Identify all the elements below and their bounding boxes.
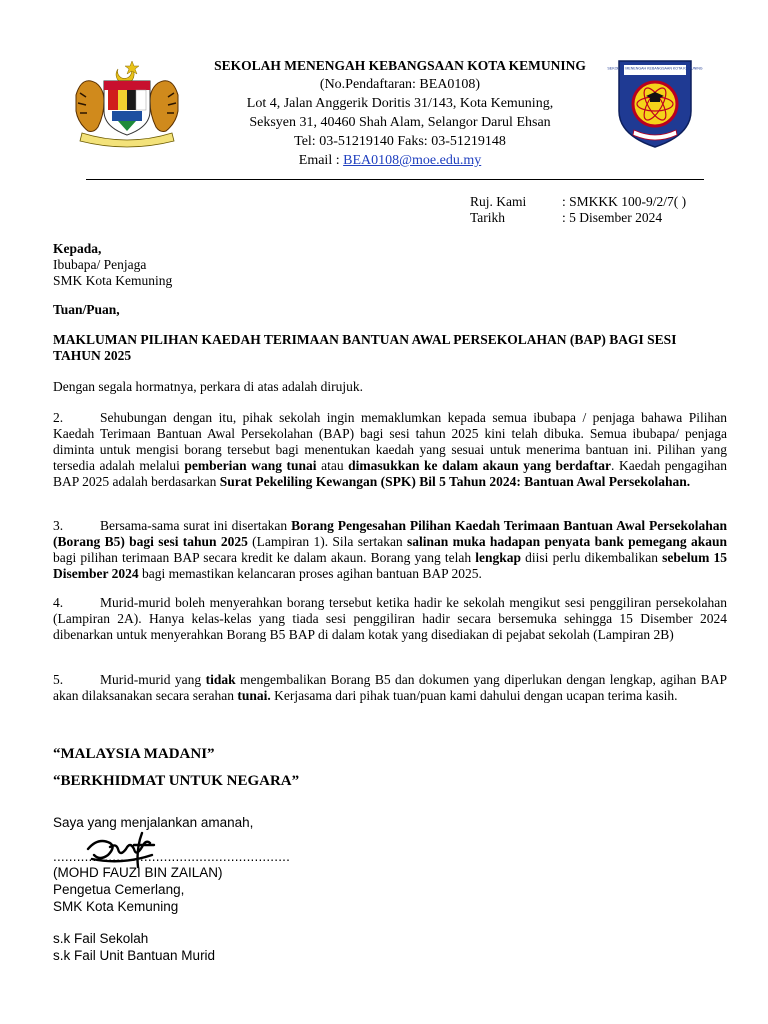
para-bold: dimasukkan ke dalam akaun yang berdaftar <box>348 458 612 473</box>
motto-2: “BERKHIDMAT UNTUK NEGARA” <box>53 773 300 789</box>
subject-heading: MAKLUMAN PILIHAN KAEDAH TERIMAAN BANTUAN AWAL PERSEKOLAHAN (BAP) BAGI SESI TAHUN 2025 <box>53 332 677 363</box>
para-bold: tunai. <box>237 688 271 703</box>
cc-block <box>53 930 727 964</box>
recipient-line-2: SMK Kota Kemuning <box>53 273 173 288</box>
signatory-name: (MOHD FAUZI BIN ZAILAN) <box>53 865 223 880</box>
para-bold: tidak <box>205 672 236 687</box>
opening-sentence: Dengan segala hormatnya, perkara di atas adalah dirujuk. <box>53 379 363 394</box>
para-number: 2. <box>53 410 64 425</box>
recipient-heading: Kepada, <box>53 241 102 256</box>
paragraph-4 <box>53 595 727 643</box>
para-text: Kerjasama dari pihak tuan/puan kami dahului dengan ucapan terima kasih. <box>270 688 678 703</box>
para-number: 4. <box>53 595 64 610</box>
phone-fax: Tel: 03-51219140 Faks: 03-51219148 <box>294 134 506 149</box>
cc-line-1: s.k Fail Sekolah <box>53 931 149 946</box>
para-text: Murid-murid boleh menyerahkan borang tersebut ketika hadir ke sekolah mengikut sesi penggiliran persekolahan (Lampiran 2A). Hanya kelas-kelas yang tiada sesi penggiliran hadir secara bersemuka sehingga 15 Disember 2024 dibenarkan untuk menyerahkan Borang B5 BAP di dalam kotak yang disediakan di pejabat sekolah (Lampiran 2B) <box>53 595 727 642</box>
para-bold: salinan muka hadapan penyata bank pemegang akaun <box>407 534 727 549</box>
school-crest-icon <box>607 58 703 150</box>
para-text: mengembalikan Borang B5 dan dokumen yang diperlukan dengan lengkap, agihan BAP akan dilaksanakan secara serahan <box>53 672 727 703</box>
header-divider <box>86 179 704 180</box>
paragraph-2 <box>53 410 727 490</box>
tarikh-value: : 5 Disember 2024 <box>562 210 663 225</box>
para-number: 3. <box>53 518 64 533</box>
para-bold: pemberian wang tunai <box>184 458 317 473</box>
para-text: bagi memastikan kelancaran proses agihan bantuan BAP 2025. <box>138 566 482 581</box>
para-text: Sehubungan dengan itu, pihak sekolah ingin memaklumkan kepada semua ibubapa / penjaga bahawa Pilihan Kaedah Terimaan Bantuan Awal Persekolahan (BAP) bagi sesi tahun 2025 kini telah dibuka. Semua ibubapa/ penjaga diminta untuk mengisi borang tersebut bagi menentukan kaedah yang sesuai untuk menerima bantuan ini. Pilihan yang tersedia adalah melalui <box>53 410 727 473</box>
recipient-line-1: Ibubapa/ Penjaga <box>53 257 147 272</box>
reference-block <box>470 194 686 226</box>
coat-of-arms-icon <box>68 55 186 145</box>
para-text: bagi pilihan terimaan BAP secara kredit ke dalam akaun. Borang yang telah <box>53 550 476 565</box>
school-name: SEKOLAH MENENGAH KEBANGSAAN KOTA KEMUNING <box>214 58 586 73</box>
para-bold: Surat Pekeliling Kewangan (SPK) Bil 5 Tahun 2024: Bantuan Awal Persekolahan. <box>219 474 691 489</box>
signature-dots: ............................................................ <box>53 849 291 864</box>
email-line <box>180 151 600 170</box>
signatory-school: SMK Kota Kemuning <box>53 899 179 914</box>
motto-1: “MALAYSIA MADANI” <box>53 746 215 762</box>
paragraph-3 <box>53 518 727 582</box>
ruj-label: Ruj. Kami <box>470 194 527 209</box>
email-link[interactable]: BEA0108@moe.edu.my <box>343 153 482 168</box>
date-row <box>470 210 686 226</box>
address-line-1: Lot 4, Jalan Anggerik Doritis 31/143, Kota Kemuning, <box>246 96 554 111</box>
address-line-2: Seksyen 31, 40460 Shah Alam, Selangor Darul Ehsan <box>249 115 551 130</box>
handwritten-signature-icon <box>84 829 164 869</box>
tarikh-label: Tarikh <box>470 210 506 225</box>
para-text: (Lampiran 1). Sila sertakan <box>247 534 407 549</box>
para-bold: lengkap <box>475 550 522 565</box>
para-bold: sebelum 15 Disember 2024 <box>53 550 727 581</box>
ruj-value: : SMKKK 100-9/2/7( ) <box>562 194 687 209</box>
cc-line-2: s.k Fail Unit Bantuan Murid <box>53 948 216 963</box>
paragraph-5 <box>53 672 727 704</box>
para-text: Bersama-sama surat ini disertakan <box>100 518 292 533</box>
para-text: Murid-murid yang <box>100 672 206 687</box>
salutation: Tuan/Puan, <box>53 302 120 317</box>
registration-number: (No.Pendaftaran: BEA0108) <box>319 77 481 92</box>
signatory-block <box>53 864 727 915</box>
email-label: Email : <box>298 153 344 168</box>
letterhead <box>200 56 600 170</box>
para-text: atau <box>316 458 349 473</box>
para-bold: Borang Pengesahan Pilihan Kaedah Terimaan Bantuan Awal Persekolahan (Borang B5) bagi sesi tahun 2025 <box>53 518 728 549</box>
logo-top-text: SEKOLAH MENENGAH KEBANGSAAN KOTA KEMUNING <box>607 66 703 71</box>
para-text: diisi perlu dikembalikan <box>521 550 663 565</box>
ref-row <box>470 194 686 210</box>
closing-line: Saya yang menjalankan amanah, <box>53 815 254 830</box>
para-text: . Kaedah pengagihan BAP 2025 adalah berdasarkan <box>53 458 727 489</box>
signatory-title: Pengetua Cemerlang, <box>53 882 185 897</box>
recipient-block <box>53 241 727 289</box>
para-number: 5. <box>53 672 64 687</box>
